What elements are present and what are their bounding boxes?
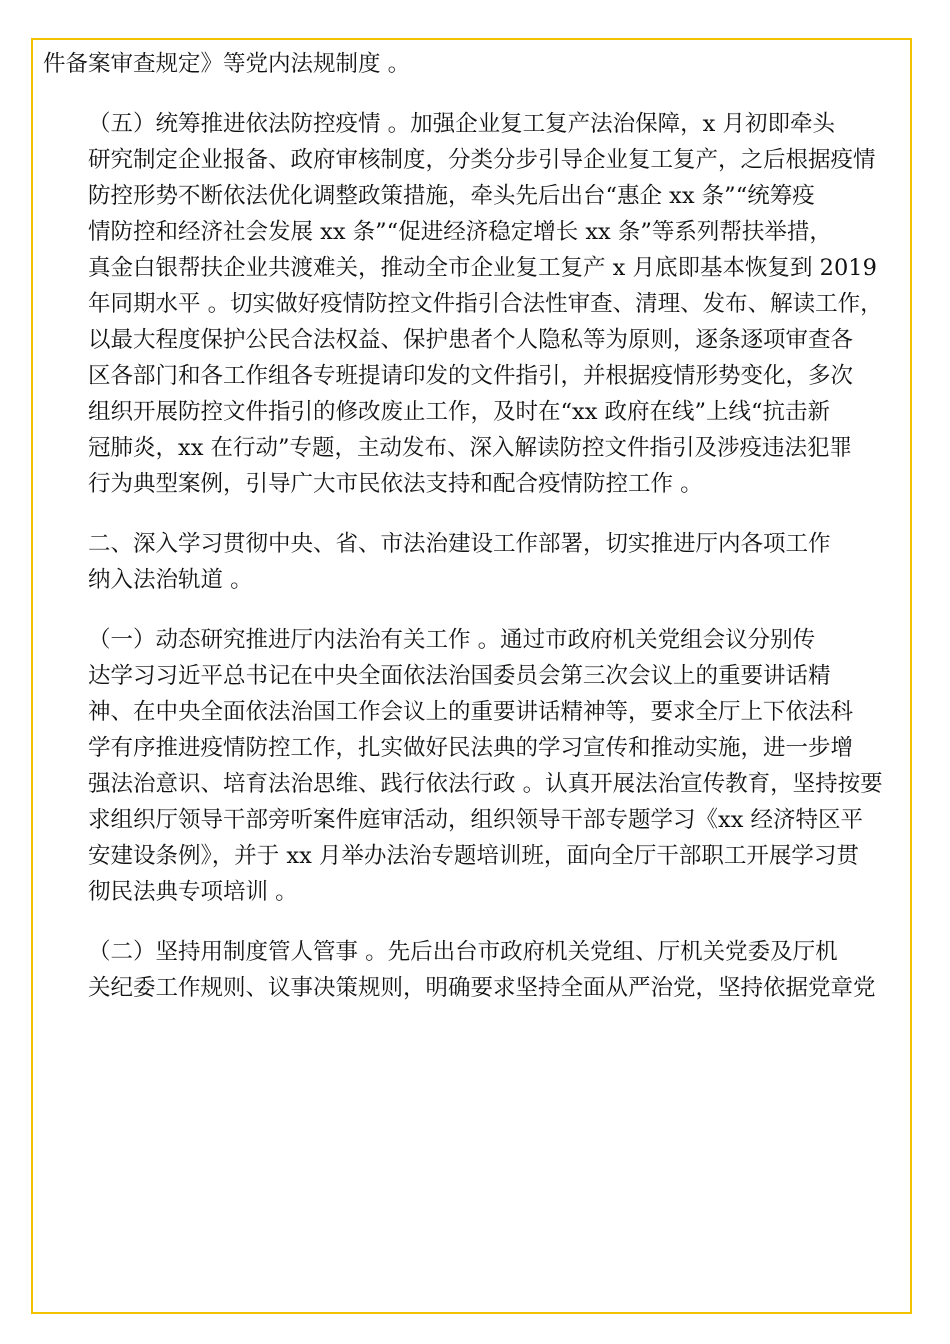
paragraph-section-5 [43, 106, 907, 502]
paragraph-section-2-2 [43, 934, 907, 1006]
text-line: 件备案审查规定》等党内法规制度 。 [43, 51, 411, 77]
text-line: 纳入法治轨道 。 [88, 567, 253, 593]
paragraph-gap [43, 910, 907, 934]
text-line: （五）统筹推进依法防控疫情 。加强企业复工复产法治保障，x 月初即牵头 [88, 111, 835, 137]
text-line: 年同期水平 。切实做好疫情防控文件指引合法性审查、清理、发布、解读工作， [88, 291, 883, 317]
paragraph-gap [43, 502, 907, 526]
text-line: 求组织厅领导干部旁听案件庭审活动，组织领导干部专题学习《xx 经济特区平 [88, 807, 864, 833]
text-line: 安建设条例》，并于 xx 月举办法治专题培训班，面向全厅干部职工开展学习贯 [88, 843, 859, 869]
document-body [43, 46, 907, 1006]
paragraph-gap [43, 82, 907, 106]
text-line: 关纪委工作规则、议事决策规则，明确要求坚持全面从严治党，坚持依据党章党 [88, 975, 876, 1001]
paragraph-heading-2 [43, 526, 907, 598]
text-line: 学有序推进疫情防控工作，扎实做好民法典的学习宣传和推动实施，进一步增 [88, 735, 854, 761]
text-line: 神、在中央全面依法治国工作会议上的重要讲话精神等，要求全厅上下依法科 [88, 699, 854, 725]
text-line: （二）坚持用制度管人管事 。先后出台市政府机关党组、厅机关党委及厅机 [88, 939, 838, 965]
paragraph-intro-tail [43, 46, 907, 82]
text-line: 真金白银帮扶企业共渡难关，推动全市企业复工复产 x 月底即基本恢复到 2019 [88, 255, 877, 281]
text-line: 达学习习近平总书记在中央全面依法治国委员会第三次会议上的重要讲话精 [88, 663, 831, 689]
text-line: 以最大程度保护公民合法权益、保护患者个人隐私等为原则，逐条逐项审查各 [88, 327, 854, 353]
text-line: 防控形势不断依法优化调整政策措施，牵头先后出台“惠企 xx 条”“统筹疫 [88, 183, 815, 209]
text-line: 区各部门和各工作组各专班提请印发的文件指引，并根据疫情形势变化，多次 [88, 363, 854, 389]
paragraph-gap [43, 598, 907, 622]
text-line: （一）动态研究推进厅内法治有关工作 。通过市政府机关党组会议分别传 [88, 627, 816, 653]
text-line: 情防控和经济社会发展 xx 条”“促进经济稳定增长 xx 条”等系列帮扶举措， [88, 219, 832, 245]
text-line: 研究制定企业报备、政府审核制度，分类分步引导企业复工复产，之后根据疫情 [88, 147, 876, 173]
text-line: 彻民法典专项培训 。 [88, 879, 298, 905]
text-line: 行为典型案例，引导广大市民依法支持和配合疫情防控工作 。 [88, 471, 703, 497]
paragraph-section-2-1 [43, 622, 907, 910]
text-line: 强法治意识、培育法治思维、践行依法行政 。认真开展法治宣传教育，坚持按要 [88, 771, 883, 797]
text-line: 二、深入学习贯彻中央、省、市法治建设工作部署，切实推进厅内各项工作 [88, 531, 831, 557]
text-line: 组织开展防控文件指引的修改废止工作，及时在“xx 政府在线”上线“抗击新 [88, 399, 831, 425]
text-line: 冠肺炎，xx 在行动”专题，主动发布、深入解读防控文件指引及涉疫违法犯罪 [88, 435, 853, 461]
